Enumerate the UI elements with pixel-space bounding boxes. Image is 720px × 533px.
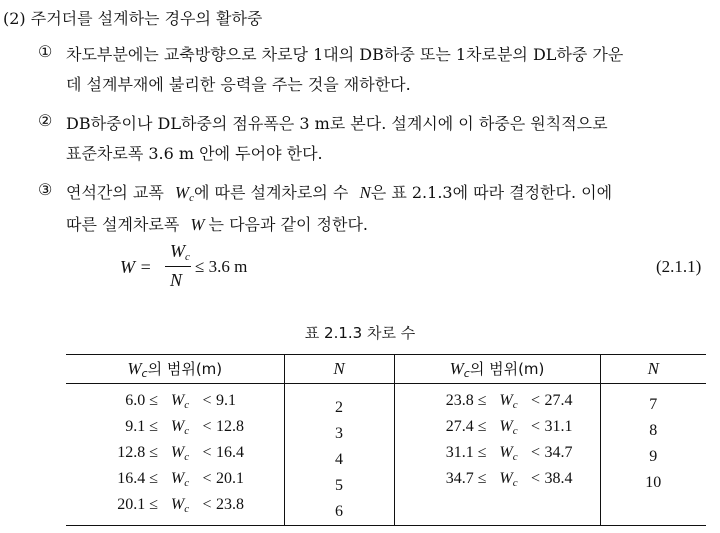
right-range-cell [394, 384, 600, 526]
lane-count-value: 2 [335, 399, 343, 416]
item-marker: ① [38, 42, 53, 61]
equation-number: (2.1.1) [656, 257, 702, 276]
column-header-range: $W_c$의 범위(m) [66, 355, 284, 384]
lane-count-value: 5 [335, 477, 343, 494]
math-symbol: W [190, 215, 205, 234]
lane-count-value: 8 [649, 422, 658, 439]
math-symbol: $W_c$ [174, 183, 194, 204]
item-3-text: 는 다음과 같이 정한다. [208, 215, 368, 234]
lane-count-value: 6 [335, 503, 343, 520]
table-row: $20.1 \le W_c < 23.8$ [117, 496, 244, 515]
right-n-cell [600, 384, 706, 526]
lane-count-value: 4 [335, 451, 343, 468]
item-2-line-1: DB하중이나 DL하중의 점유폭은 3 m로 본다. 설계시에 이 하중은 원칙적으로 [66, 114, 608, 133]
table-row: $27.4 \le W_c < 31.1$ [445, 418, 573, 437]
lane-count-table [66, 354, 706, 526]
table-header-row [66, 355, 706, 384]
equation-denominator: N [170, 270, 183, 290]
table-row: $6.0 \le W_c < 9.1$ [125, 392, 236, 411]
left-range-cell [66, 384, 284, 526]
lane-count-value: 7 [649, 396, 658, 413]
fraction-bar [165, 266, 191, 267]
table-row: $12.8 \le W_c < 16.4$ [117, 444, 244, 463]
table-row: $16.4 \le W_c < 20.1$ [117, 470, 244, 489]
item-marker: ③ [38, 180, 53, 199]
item-1-line-2: 데 설계부재에 불리한 응력을 주는 것을 재하한다. [66, 75, 411, 94]
item-2-line-2: 표준차로폭 3.6 m 안에 두어야 한다. [66, 144, 323, 163]
column-header-range: $W_c$의 범위(m) [394, 355, 600, 384]
lane-count-value: 10 [645, 474, 662, 491]
lane-count-value: 3 [335, 425, 343, 442]
column-header-n: N [600, 355, 706, 384]
table-caption: 표 2.1.3 차로 수 [304, 324, 416, 342]
left-n-cell [284, 384, 394, 526]
equation-rhs: ≤ 3.6 m [195, 257, 248, 276]
item-3-line-2 [66, 212, 368, 235]
section-heading: (2) 주거더를 설계하는 경우의 활하중 [3, 9, 263, 28]
table-row: $31.1 \le W_c < 34.7$ [445, 444, 573, 463]
item-3-text: 연석간의 교폭 [66, 183, 164, 202]
math-symbol: N [359, 183, 371, 202]
lane-count-value: 9 [649, 448, 658, 465]
equation-lhs: W = [120, 257, 152, 277]
item-marker: ② [38, 111, 53, 130]
item-1-line-1: 차도부분에는 교축방향으로 차로당 1대의 DB하중 또는 1차로분의 DL하중 가운 [66, 45, 624, 64]
item-3-text: 에 따른 설계차로의 수 [193, 183, 349, 202]
table-row: $9.1 \le W_c < 12.8$ [125, 418, 244, 437]
column-header-n: N [284, 355, 394, 384]
equation-numerator: $W_c$ [170, 241, 190, 263]
item-3-text: 은 표 2.1.3에 따라 결정한다. 이에 [370, 183, 613, 202]
item-3-text: 따른 설계차로폭 [66, 215, 180, 234]
table-row: $23.8 \le W_c < 27.4$ [445, 392, 573, 411]
table-row: $34.7 \le W_c < 38.4$ [445, 470, 573, 489]
item-3-line-1 [66, 180, 612, 204]
